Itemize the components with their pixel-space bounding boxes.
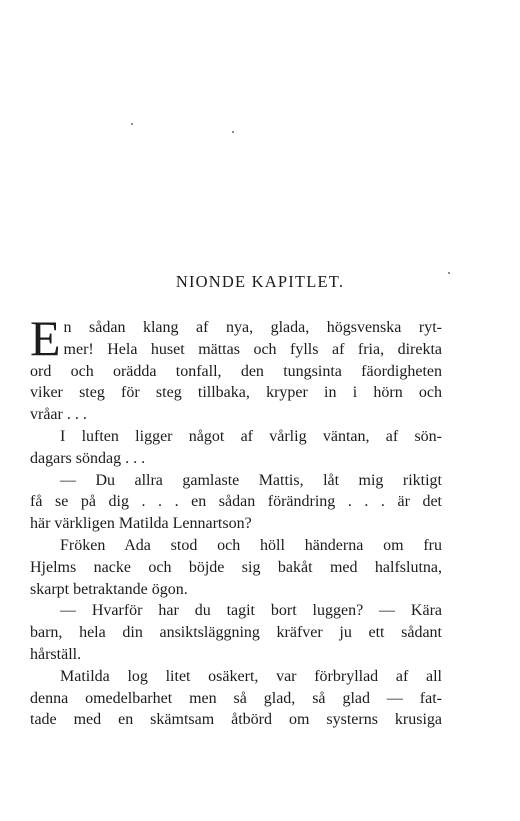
text-line: I luften ligger något af vårlig väntan, af sön- — [60, 427, 442, 445]
text-line: viker steg för steg tillbaka, kryper in i hörn och — [30, 384, 442, 402]
text-line: mer! Hela huset mättas och fylls af fria, direkta — [63, 340, 442, 358]
text-line: denna omedelbarhet men så glad, så glad — fat- — [30, 689, 442, 707]
text-line: Matilda log litet osäkert, var förbryllad af all — [60, 667, 442, 685]
text-line: n sådan klang af nya, glada, högsvenska ryt- — [63, 319, 442, 336]
print-speck — [232, 131, 234, 133]
text-line: — Du allra gamlaste Mattis, låt mig riktigt — [60, 471, 442, 489]
text-line: tade med en skämtsam åtbörd om systerns krusiga — [30, 711, 442, 729]
text-line: barn, hela din ansiktsläggning kräfver ju ett sådant — [30, 624, 442, 642]
chapter-title: NIONDE KAPITLET. — [175, 272, 345, 291]
text-line: här värkligen Matilda Lennartson? — [30, 515, 252, 533]
text-line: ord och orädda tonfall, den tungsinta fäordigheten — [30, 362, 442, 380]
text-line: Fröken Ada stod och höll händerna om fru — [60, 536, 442, 554]
text-line: få se på dig . . . en sådan förändring . . . är det — [30, 493, 442, 511]
body-text — [30, 310, 442, 731]
text-line: skarpt betraktande ögon. — [30, 580, 188, 598]
print-speck — [131, 123, 133, 125]
text-line: dagars söndag . . . — [30, 449, 146, 467]
text-line: — Hvarför har du tagit bort luggen? — Kära — [60, 602, 442, 620]
text-line: vråar . . . — [30, 406, 87, 424]
text-line: Hjelms nacke och böjde sig bakåt med halfslutna, — [30, 558, 442, 576]
drop-cap-letter: E — [30, 310, 61, 366]
text-line: hårställ. — [30, 645, 82, 663]
